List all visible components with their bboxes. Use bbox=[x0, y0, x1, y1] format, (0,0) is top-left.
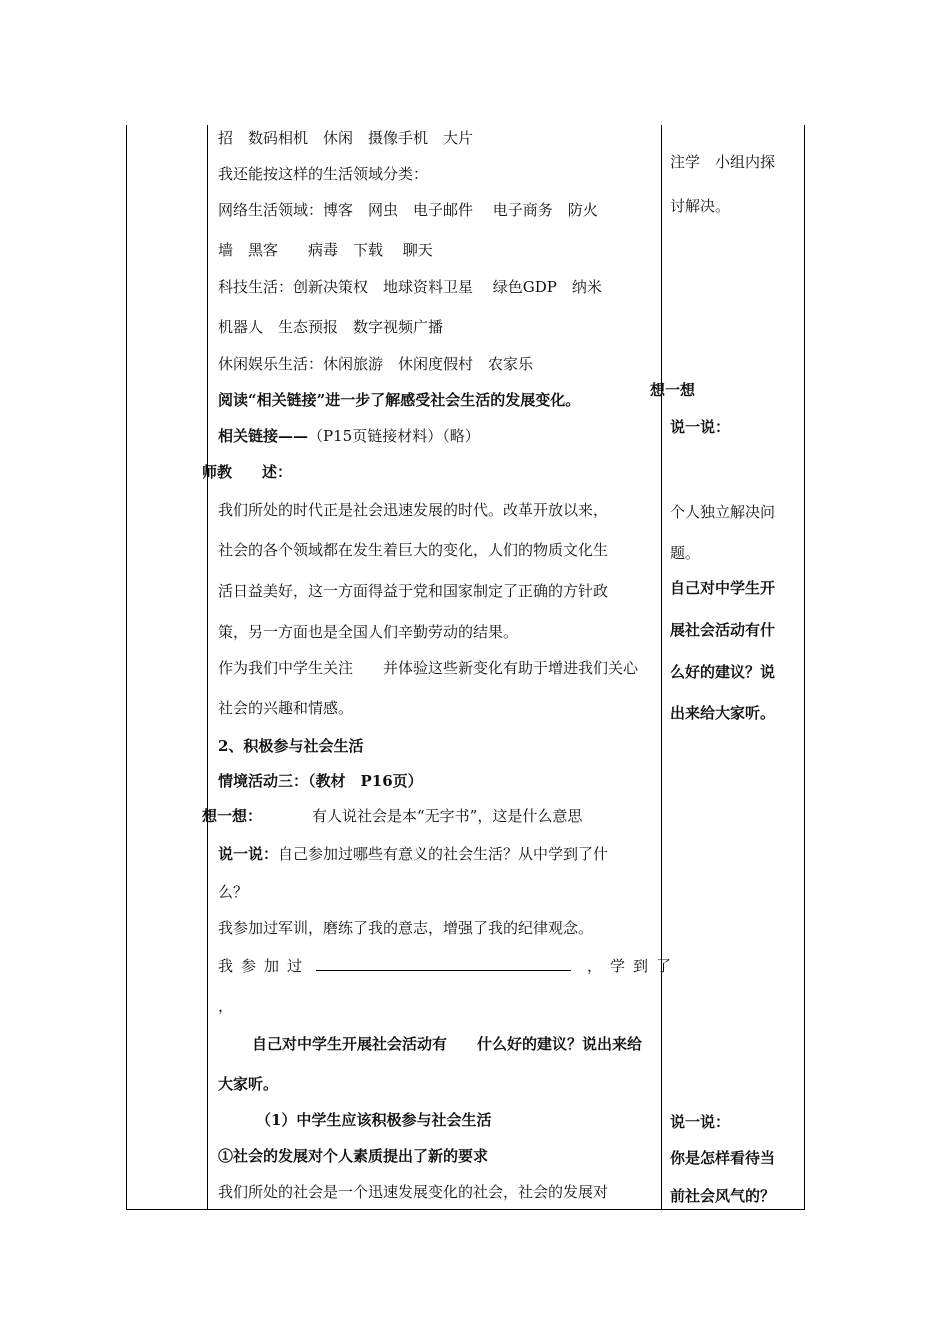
fill-in-suffix: ，学到了 bbox=[587, 957, 680, 975]
point-heading: ①社会的发展对个人素质提出了新的要求 bbox=[218, 1147, 489, 1165]
right-note: 个人独立解决问 bbox=[670, 503, 776, 521]
right-say-label: 说一说： bbox=[670, 1113, 731, 1131]
table-border-right bbox=[804, 125, 805, 1209]
say-question: 自己参加过哪些有意义的社会生活？从中学到了什 bbox=[278, 845, 609, 863]
text-line: 机器人 生态预报 数字视频广播 bbox=[218, 318, 444, 336]
right-prompt: 出来给大家听。 bbox=[670, 704, 776, 722]
activity-heading: 情境活动三：（教材 P16页） bbox=[218, 772, 423, 790]
text-line: 策，另一方面也是全国人们辛勤劳动的结果。 bbox=[218, 623, 519, 641]
table-border-bottom bbox=[126, 1209, 805, 1210]
subsection-heading: （1）中学生应该积极参与社会生活 bbox=[256, 1111, 492, 1129]
fill-in-line bbox=[218, 956, 680, 976]
right-note: 注学 小组内探 bbox=[670, 153, 776, 171]
text-line: 网络生活领域：博客 网虫 电子邮件 电子商务 防火 bbox=[218, 201, 598, 219]
text-line: 作为我们中学生关注 并体验这些新变化有助于增进我们关心 bbox=[218, 659, 639, 677]
text-line: 我参加过军训，磨练了我的意志，增强了我的纪律观念。 bbox=[218, 919, 594, 937]
table-border-left bbox=[126, 125, 127, 1209]
fill-in-prefix: 我参加过 bbox=[218, 957, 311, 975]
text-line: 招 数码相机 休闲 摄像手机 大片 bbox=[218, 129, 474, 147]
section-heading: 2、积极参与社会生活 bbox=[218, 737, 364, 755]
text-line: 我们所处的时代正是社会迅速发展的时代。改革开放以来， bbox=[218, 501, 609, 519]
say-label: 说一说： bbox=[218, 845, 279, 863]
related-link-label: 相关链接—— bbox=[218, 427, 309, 445]
teacher-narration-heading: 师教 述： bbox=[202, 463, 293, 481]
text-line: 我们所处的社会是一个迅速发展变化的社会，社会的发展对 bbox=[218, 1183, 609, 1201]
suggestion-prompt-cont: 大家听。 bbox=[218, 1075, 279, 1093]
text-line: 么？ bbox=[218, 883, 249, 901]
text-line: 休闲娱乐生活：休闲旅游 休闲度假村 农家乐 bbox=[218, 355, 534, 373]
right-think-label: 想一想 bbox=[650, 381, 696, 399]
right-prompt: 么好的建议？说 bbox=[670, 663, 776, 681]
right-prompt: 你是怎样看待当 bbox=[670, 1149, 776, 1167]
fill-in-blank[interactable] bbox=[316, 956, 571, 971]
right-say-label: 说一说： bbox=[670, 418, 731, 436]
text-line: ， bbox=[218, 997, 234, 1015]
right-prompt: 自己对中学生开 bbox=[670, 579, 776, 597]
reading-instruction: 阅读“相关链接”进一步了解感受社会生活的发展变化。 bbox=[218, 391, 581, 409]
related-link-line bbox=[218, 426, 480, 446]
table-divider-1 bbox=[207, 125, 208, 1209]
related-link-note: （P15页链接材料）（略） bbox=[308, 427, 480, 445]
right-note: 讨解决。 bbox=[670, 197, 731, 215]
text-line: 墙 黑客 病毒 下载 聊天 bbox=[218, 241, 433, 259]
text-line: 我还能按这样的生活领域分类： bbox=[218, 165, 429, 183]
suggestion-prompt: 自己对中学生开展社会活动有 什么好的建议？说出来给 bbox=[252, 1035, 643, 1053]
say-line bbox=[218, 844, 608, 864]
think-line bbox=[202, 806, 582, 826]
text-line: 活日益美好，这一方面得益于党和国家制定了正确的方针政 bbox=[218, 582, 609, 600]
right-note: 题。 bbox=[670, 544, 701, 562]
think-label: 想一想： bbox=[202, 807, 263, 825]
table-divider-2 bbox=[661, 125, 662, 1209]
think-question: 有人说社会是本“无字书”，这是什么意思 bbox=[312, 807, 583, 825]
text-line: 社会的兴趣和情感。 bbox=[218, 699, 354, 717]
text-line: 社会的各个领域都在发生着巨大的变化，人们的物质文化生 bbox=[218, 541, 609, 559]
text-line: 科技生活：创新决策权 地球资料卫星 绿色GDP 纳米 bbox=[218, 278, 602, 296]
right-prompt: 展社会活动有什 bbox=[670, 621, 776, 639]
right-prompt: 前社会风气的？ bbox=[670, 1187, 776, 1205]
